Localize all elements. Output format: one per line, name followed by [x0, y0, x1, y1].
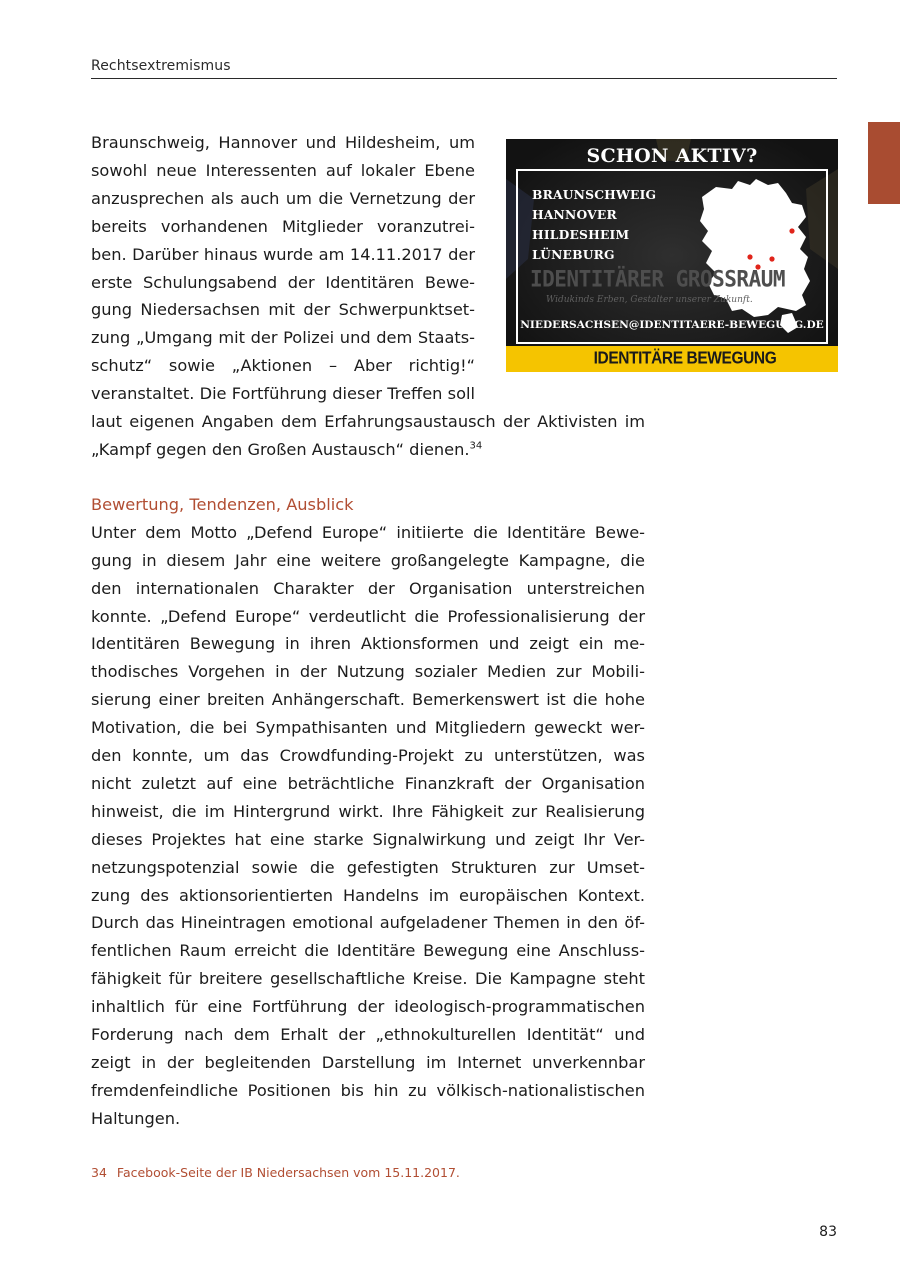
map-marker-braunschweig	[769, 256, 774, 261]
text-line: gung in diesem Jahr eine weitere großangelegte Kampagne, die	[91, 550, 645, 570]
text-line: gung Niedersachsen mit der Schwerpunktset-	[91, 300, 475, 320]
text-line: erste Schulungsabend der Identitären Bewe-	[91, 272, 475, 292]
text-line: konnte. „Defend Europe“ verdeutlicht die Professionalisierung der	[91, 606, 645, 626]
text-line: „Kampf gegen den Großen Austausch“ dienen.	[91, 439, 470, 459]
footnote-number: 34	[91, 1165, 107, 1180]
text-line: zung „Umgang mit der Polizei und dem Staats-	[91, 328, 475, 348]
flyer-email: NIEDERSACHSEN@IDENTITAERE-BEWEGUNG.DE	[520, 319, 824, 331]
chapter-tab-marker	[868, 122, 900, 204]
footnote	[91, 1165, 460, 1180]
text-line: Unter dem Motto „Defend Europe“ initiierte die Identitäre Bewe-	[91, 522, 645, 542]
flyer-city-luneburg: LÜNEBURG	[532, 247, 615, 262]
section-heading: Bewertung, Tendenzen, Ausblick	[91, 494, 354, 514]
text-line: fähigkeit für breitere gesellschaftliche Kreise. Die Kampagne steht	[91, 969, 645, 989]
text-line: sowohl neue Interessenten auf lokaler Ebene	[91, 160, 475, 180]
text-line: schutz“ sowie „Aktionen – Aber richtig!“	[91, 356, 475, 376]
flyer-brand-logo: IDENTITÄRER GROSSRAUM	[530, 266, 786, 292]
text-line: bereits vorhandenen Mitglieder voranzutrei-	[91, 216, 475, 236]
text-line-last	[91, 436, 645, 464]
text-line: den internationalen Charakter der Organisation unterstreichen	[91, 578, 645, 598]
text-line: Braunschweig, Hannover und Hildesheim, um	[91, 133, 475, 152]
page-number: 83	[819, 1224, 837, 1240]
text-line: fentlichen Raum erreicht die Identitäre Bewegung eine Anschluss-	[91, 941, 645, 961]
text-line: inhaltlich für eine Fortführung der ideologisch-programmatischen	[91, 997, 645, 1017]
text-line: hinweist, die im Hintergrund wirkt. Ihre Fähigkeit zur Realisierung	[91, 801, 645, 821]
body-text	[91, 129, 645, 1133]
text-line: Forderung nach dem Erhalt der „ethnokulturellen Identität“ und	[91, 1025, 645, 1045]
map-marker-hannover	[747, 254, 752, 259]
running-header: Rechtsextremismus	[91, 58, 837, 79]
text-line: Durch das Hineintragen emotional aufgeladener Themen in den öf-	[91, 913, 645, 933]
text-line: Identitären Bewegung in ihren Aktionsformen und zeigt ein me-	[91, 634, 645, 654]
text-line: veranstaltet. Die Fortführung dieser Treffen soll	[91, 384, 475, 404]
text-line: Haltungen.	[91, 1108, 181, 1128]
text-line: thodisches Vorgehen in der Nutzung sozialer Medien zur Mobili-	[91, 662, 645, 682]
flyer-city-hildesheim: HILDESHEIM	[532, 227, 630, 242]
text-line: Motivation, die bei Sympathisanten und Mitgliedern geweckt wer-	[91, 718, 645, 738]
flyer-city-hannover: HANNOVER	[532, 207, 617, 222]
footnote-text: Facebook-Seite der IB Niedersachsen vom 15.11.2017.	[116, 1165, 460, 1180]
flyer-footer-text: IDENTITÄRE BEWEGUNG	[593, 348, 777, 369]
text-line: zung des aktionsorientierten Handelns im europäischen Kontext.	[91, 885, 645, 905]
map-marker-luneburg	[789, 228, 794, 233]
text-line: fremdenfeindliche Positionen bis hin zu völkisch-nationalistischen	[91, 1080, 645, 1100]
flyer-city-braunschweig: BRAUNSCHWEIG	[532, 187, 657, 202]
text-line: sierung einer breiten Anhängerschaft. Bemerkenswert ist die hohe	[91, 690, 645, 710]
flyer-tagline: Widukinds Erben, Gestalter unserer Zukunft.	[546, 295, 753, 305]
text-line: laut eigenen Angaben dem Erfahrungsaustausch der Aktivisten im	[91, 412, 645, 432]
text-line: den konnte, um das Crowdfunding-Projekt zu unterstützen, was	[91, 746, 645, 766]
text-line: netzungspotenzial sowie die gefestigten Strukturen zur Umset-	[91, 857, 645, 877]
footnote-reference[interactable]: 34	[469, 440, 483, 452]
text-line: zeigt in der begleitenden Darstellung im Internet unverkennbar	[91, 1053, 645, 1072]
text-line: nicht zuletzt auf eine beträchtliche Finanzkraft der Organisation	[91, 773, 645, 793]
text-line: ben. Darüber hinaus wurde am 14.11.2017 der	[91, 244, 475, 264]
text-line: dieses Projektes hat eine starke Signalwirkung und zeigt Ihr Ver-	[91, 829, 645, 849]
text-line: anzusprechen als auch um die Vernetzung der	[91, 188, 475, 208]
flyer-title: SCHON AKTIV?	[586, 145, 758, 167]
